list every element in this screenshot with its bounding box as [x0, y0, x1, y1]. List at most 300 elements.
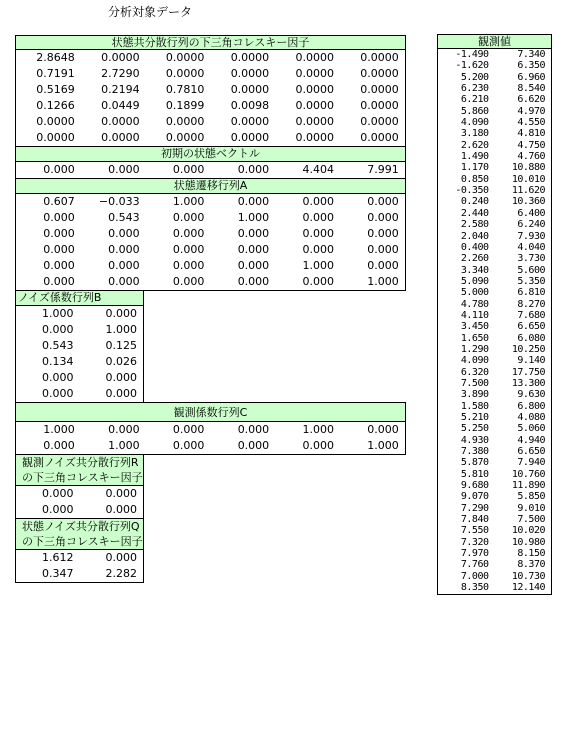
chol-state-noise-header — [15, 518, 144, 550]
observation-value: 10.880 — [511, 162, 545, 174]
observation-value: 2.440 — [460, 207, 489, 219]
observation-value: 11.890 — [511, 480, 545, 492]
table-row — [16, 50, 405, 66]
observation-row — [438, 94, 551, 105]
observation-row — [438, 435, 551, 446]
observation-value: 3.730 — [517, 253, 545, 265]
table-cell: 0.0000 — [101, 131, 140, 144]
observation-value: 8.540 — [517, 83, 545, 95]
table-cell: 0.000 — [367, 227, 399, 240]
observation-value: 4.750 — [517, 139, 545, 151]
observation-value: 1.490 — [460, 151, 489, 163]
table-row — [16, 486, 143, 502]
observation-row — [438, 242, 551, 253]
table-cell: 0.000 — [237, 423, 270, 436]
table-cell: 0.000 — [367, 211, 399, 224]
observation-value: 5.860 — [460, 105, 489, 117]
table-row — [16, 162, 405, 178]
table-cell: 0.0000 — [230, 131, 270, 144]
table-cell: 0.0000 — [295, 99, 334, 112]
table-cell: 0.000 — [108, 275, 140, 288]
observation-value: 5.850 — [517, 491, 545, 503]
observation-value: 7.760 — [460, 559, 489, 571]
table-cell: 4.404 — [302, 163, 334, 176]
observation-row — [438, 525, 551, 536]
table-cell: 1.000 — [105, 323, 137, 336]
observation-value: 6.960 — [517, 71, 545, 83]
observation-row — [438, 299, 551, 310]
table-cell: 0.026 — [105, 355, 137, 368]
table-cell: 0.134 — [42, 355, 74, 368]
table-cell: 0.000 — [105, 307, 137, 320]
chol-state-noise-header-line2: の下三角コレスキー因子 — [22, 535, 143, 548]
observation-value: 6.800 — [517, 400, 545, 412]
observation-value: 4.970 — [517, 105, 545, 117]
table-cell: 0.000 — [108, 243, 140, 256]
observation-value: 7.290 — [460, 502, 489, 514]
table-cell: 0.000 — [43, 259, 75, 272]
observation-row — [438, 174, 551, 185]
observation-value: 6.810 — [517, 287, 545, 299]
table-row — [16, 66, 405, 82]
table-row — [16, 422, 405, 438]
observation-value: 4.760 — [517, 151, 545, 163]
observation-row — [438, 128, 551, 139]
table-row — [16, 274, 405, 290]
observation-row — [438, 469, 551, 480]
table-cell: 0.000 — [105, 503, 137, 516]
table-cell: 0.0000 — [36, 115, 75, 128]
observation-value: 0.400 — [460, 241, 489, 253]
table-cell: 1.000 — [302, 259, 334, 272]
obs-coef-table — [15, 422, 406, 455]
table-cell: 1.000 — [43, 423, 75, 436]
observation-value: 1.290 — [460, 343, 489, 355]
table-cell: 1.000 — [237, 211, 270, 224]
observation-value: 8.370 — [517, 559, 545, 571]
table-cell: 0.000 — [237, 195, 270, 208]
observation-value: 3.450 — [460, 321, 489, 333]
observation-value: 4.550 — [517, 117, 545, 129]
observation-value: 7.500 — [460, 377, 489, 389]
chol-state-header: 状態共分散行列の下三角コレスキー因子 — [15, 35, 406, 50]
observations-panel — [437, 34, 552, 595]
table-cell: 0.000 — [42, 503, 74, 516]
table-cell: 0.000 — [237, 227, 270, 240]
observation-value: 2.040 — [460, 230, 489, 242]
table-cell: 0.0000 — [230, 51, 270, 64]
table-cell: 0.0000 — [360, 67, 399, 80]
observation-value: 4.090 — [460, 117, 489, 129]
observation-row — [438, 60, 551, 71]
observation-row — [438, 253, 551, 264]
observation-value: 6.320 — [460, 366, 489, 378]
transition-header: 状態遷移行列A — [15, 178, 406, 194]
observation-value: 1.170 — [460, 162, 489, 174]
table-cell: 1.000 — [172, 195, 205, 208]
observation-value: 10.360 — [511, 196, 545, 208]
table-cell: 0.7191 — [36, 67, 75, 80]
observation-value: 3.340 — [460, 264, 489, 276]
table-cell: 1.000 — [302, 423, 334, 436]
observation-value: 5.200 — [460, 71, 489, 83]
observation-value: 6.650 — [517, 446, 545, 458]
observation-value: 5.350 — [517, 275, 545, 287]
table-cell: 0.0000 — [101, 115, 140, 128]
table-cell: 0.0449 — [101, 99, 140, 112]
observation-value: 9.680 — [460, 480, 489, 492]
observation-value: 10.010 — [511, 173, 545, 185]
table-cell: −0.033 — [98, 195, 140, 208]
table-cell: 0.000 — [172, 211, 205, 224]
table-cell: 0.000 — [172, 439, 205, 452]
table-cell: 0.000 — [302, 243, 334, 256]
table-row — [16, 322, 143, 338]
observation-row — [438, 196, 551, 207]
observation-row — [438, 344, 551, 355]
table-row — [16, 338, 143, 354]
table-cell: 0.125 — [105, 339, 137, 352]
table-cell: 0.0000 — [165, 51, 205, 64]
observation-value: 4.940 — [517, 434, 545, 446]
observation-row — [438, 548, 551, 559]
noise-coef-table — [15, 306, 144, 403]
observations-header: 観測値 — [437, 34, 552, 49]
observation-row — [438, 571, 551, 582]
observation-value: 4.040 — [517, 241, 545, 253]
table-cell: 0.000 — [43, 243, 75, 256]
observation-row — [438, 151, 551, 162]
table-cell: 0.543 — [108, 211, 140, 224]
observation-row — [438, 378, 551, 389]
table-cell: 0.543 — [42, 339, 74, 352]
table-row — [16, 354, 143, 370]
table-cell: 0.0000 — [295, 67, 334, 80]
table-cell: 7.991 — [367, 163, 399, 176]
table-row — [16, 566, 143, 582]
table-cell: 0.000 — [302, 227, 334, 240]
table-cell: 0.347 — [42, 567, 74, 580]
transition-table — [15, 194, 406, 291]
observation-row — [438, 412, 551, 423]
observation-value: 17.750 — [511, 366, 545, 378]
observation-value: 2.620 — [460, 139, 489, 151]
table-cell: 0.2194 — [101, 83, 140, 96]
observation-row — [438, 276, 551, 287]
observation-value: 4.780 — [460, 298, 489, 310]
observation-row — [438, 185, 551, 196]
table-cell: 0.000 — [237, 275, 270, 288]
observation-value: 6.620 — [517, 94, 545, 106]
observation-row — [438, 83, 551, 94]
table-cell: 1.000 — [367, 275, 399, 288]
table-cell: 0.000 — [302, 439, 334, 452]
table-cell: 0.000 — [43, 275, 75, 288]
table-row — [16, 114, 405, 130]
observation-value: 0.850 — [460, 173, 489, 185]
observation-row — [438, 265, 551, 276]
table-cell: 0.000 — [105, 551, 137, 564]
observation-value: 7.320 — [460, 536, 489, 548]
observation-value: 7.550 — [460, 525, 489, 537]
table-row — [16, 82, 405, 98]
table-cell: 0.000 — [108, 227, 140, 240]
observation-row — [438, 446, 551, 457]
observation-row — [438, 208, 551, 219]
table-cell: 0.000 — [237, 439, 270, 452]
table-cell: 0.000 — [172, 243, 205, 256]
table-cell: 0.000 — [43, 163, 75, 176]
table-cell: 0.0000 — [165, 131, 205, 144]
observation-row — [438, 559, 551, 570]
observation-row — [438, 310, 551, 321]
table-cell: 0.0000 — [165, 115, 205, 128]
observation-value: 9.630 — [517, 389, 545, 401]
observation-value: 6.240 — [517, 219, 545, 231]
observation-value: 8.350 — [460, 582, 489, 594]
page-title: 分析対象データ — [107, 5, 192, 19]
table-cell: 0.0000 — [360, 131, 399, 144]
observation-row — [438, 423, 551, 434]
table-cell: 0.0000 — [165, 67, 205, 80]
table-cell: 0.607 — [43, 195, 75, 208]
table-row — [16, 226, 405, 242]
table-cell: 0.0000 — [230, 67, 270, 80]
observation-value: 6.350 — [517, 60, 545, 72]
table-row — [16, 370, 143, 386]
table-cell: 0.000 — [42, 387, 74, 400]
table-cell: 0.0000 — [360, 83, 399, 96]
initial-state-table — [15, 162, 406, 179]
table-row — [16, 194, 405, 210]
table-row — [16, 386, 143, 402]
table-cell: 0.000 — [237, 163, 270, 176]
observation-value: 10.760 — [511, 468, 545, 480]
observation-value: 7.840 — [460, 514, 489, 526]
table-cell: 1.000 — [367, 439, 399, 452]
table-row — [16, 130, 405, 146]
observation-row — [438, 491, 551, 502]
chol-obs-noise-header-line1: 観測ノイズ共分散行列R — [22, 456, 139, 469]
table-row — [16, 242, 405, 258]
table-cell: 0.0000 — [230, 83, 270, 96]
table-cell: 0.0000 — [295, 51, 334, 64]
table-cell: 0.000 — [105, 371, 137, 384]
observation-row — [438, 582, 551, 593]
observation-value: -1.620 — [455, 60, 489, 72]
observation-value: 2.580 — [460, 219, 489, 231]
table-cell: 0.000 — [108, 259, 140, 272]
observations-table — [437, 49, 552, 595]
observation-value: 7.380 — [460, 446, 489, 458]
observation-row — [438, 140, 551, 151]
observation-value: 1.580 — [460, 400, 489, 412]
observation-value: 4.930 — [460, 434, 489, 446]
observation-value: 7.930 — [517, 230, 545, 242]
observation-row — [438, 231, 551, 242]
table-cell: 0.000 — [42, 487, 74, 500]
observation-value: 4.810 — [517, 128, 545, 140]
observation-row — [438, 49, 551, 60]
table-cell: 0.000 — [237, 259, 270, 272]
observation-value: 1.650 — [460, 332, 489, 344]
chol-state-noise-header-line1: 状態ノイズ共分散行列Q — [22, 520, 140, 533]
chol-state-noise-table — [15, 550, 144, 583]
table-cell: 0.0000 — [230, 115, 270, 128]
table-cell: 1.000 — [42, 307, 74, 320]
observation-value: 6.080 — [517, 332, 545, 344]
observation-row — [438, 367, 551, 378]
table-row — [16, 98, 405, 114]
table-cell: 0.000 — [237, 243, 270, 256]
observation-value: -0.350 — [455, 185, 489, 197]
observation-value: 10.250 — [511, 343, 545, 355]
table-cell: 0.0000 — [295, 131, 334, 144]
chol-obs-noise-table — [15, 486, 144, 519]
observation-row — [438, 162, 551, 173]
table-cell: 0.000 — [43, 211, 75, 224]
table-cell: 0.000 — [42, 371, 74, 384]
observation-value: 5.250 — [460, 423, 489, 435]
observation-value: 12.140 — [511, 582, 545, 594]
observation-value: 5.210 — [460, 412, 489, 423]
observation-value: 5.060 — [517, 423, 545, 435]
table-cell: 0.000 — [172, 163, 205, 176]
observation-value: 6.400 — [517, 207, 545, 219]
table-cell: 0.0000 — [101, 51, 140, 64]
observation-value: 4.090 — [460, 355, 489, 367]
observation-value: 13.300 — [511, 377, 545, 389]
observation-row — [438, 480, 551, 491]
chol-obs-noise-header-line2: の下三角コレスキー因子 — [22, 471, 143, 484]
observation-row — [438, 72, 551, 83]
table-cell: 0.000 — [367, 259, 399, 272]
observation-value: 6.210 — [460, 94, 489, 106]
noise-coef-header: ノイズ係数行列B — [15, 290, 144, 306]
observation-value: 4.080 — [517, 412, 545, 423]
table-cell: 0.000 — [108, 163, 140, 176]
table-cell: 0.0000 — [36, 131, 75, 144]
observation-value: 6.650 — [517, 321, 545, 333]
table-cell: 0.000 — [302, 211, 334, 224]
table-cell: 0.0000 — [360, 115, 399, 128]
table-cell: 2.7290 — [101, 67, 140, 80]
observation-row — [438, 389, 551, 400]
table-cell: 0.000 — [43, 439, 75, 452]
table-cell: 0.0000 — [360, 51, 399, 64]
observation-row — [438, 333, 551, 344]
table-row — [16, 438, 405, 454]
table-cell: 0.000 — [367, 195, 399, 208]
observation-row — [438, 106, 551, 117]
table-row — [16, 258, 405, 274]
observation-value: 6.230 — [460, 83, 489, 95]
observation-value: 5.000 — [460, 287, 489, 299]
table-cell: 0.0000 — [295, 83, 334, 96]
observation-value: 10.020 — [511, 525, 545, 537]
observation-row — [438, 537, 551, 548]
observation-row — [438, 117, 551, 128]
observation-row — [438, 457, 551, 468]
table-row — [16, 502, 143, 518]
table-cell: 0.5169 — [36, 83, 75, 96]
observation-value: 7.680 — [517, 309, 545, 321]
observation-value: 9.010 — [517, 502, 545, 514]
observation-row — [438, 219, 551, 230]
table-cell: 2.8648 — [36, 51, 75, 64]
observation-value: -1.490 — [455, 49, 489, 60]
observation-row — [438, 401, 551, 412]
table-cell: 0.0000 — [360, 99, 399, 112]
observation-value: 5.600 — [517, 264, 545, 276]
observation-value: 11.620 — [511, 185, 545, 197]
table-cell: 0.0098 — [230, 99, 270, 112]
table-row — [16, 550, 143, 566]
table-cell: 0.000 — [302, 275, 334, 288]
observation-value: 10.730 — [511, 570, 545, 582]
observation-value: 5.870 — [460, 457, 489, 469]
observation-value: 9.070 — [460, 491, 489, 503]
observation-value: 7.970 — [460, 548, 489, 560]
chol-obs-noise-header — [15, 454, 144, 486]
chol-state-table — [15, 50, 406, 147]
observation-value: 4.110 — [460, 309, 489, 321]
table-cell: 0.0000 — [295, 115, 334, 128]
observation-row — [438, 287, 551, 298]
obs-coef-header: 観測係数行列C — [15, 402, 406, 422]
table-cell: 0.000 — [172, 423, 205, 436]
observation-value: 7.340 — [517, 49, 545, 60]
observation-value: 7.000 — [460, 570, 489, 582]
observation-value: 8.150 — [517, 548, 545, 560]
table-cell: 0.1266 — [36, 99, 75, 112]
table-cell: 0.000 — [302, 195, 334, 208]
observation-value: 10.980 — [511, 536, 545, 548]
table-row — [16, 306, 143, 322]
observation-value: 5.090 — [460, 275, 489, 287]
table-cell: 0.000 — [172, 227, 205, 240]
observation-value: 7.500 — [517, 514, 545, 526]
initial-state-header: 初期の状態ベクトル — [15, 146, 406, 162]
observation-row — [438, 514, 551, 525]
table-cell: 0.000 — [367, 423, 399, 436]
table-cell: 0.000 — [43, 227, 75, 240]
observation-value: 2.260 — [460, 253, 489, 265]
table-cell: 0.000 — [172, 275, 205, 288]
observation-value: 0.240 — [460, 196, 489, 208]
table-cell: 1.612 — [42, 551, 74, 564]
table-cell: 2.282 — [105, 567, 137, 580]
table-cell: 0.000 — [105, 387, 137, 400]
table-cell: 0.000 — [108, 423, 140, 436]
observation-value: 3.890 — [460, 389, 489, 401]
observation-value: 5.810 — [460, 468, 489, 480]
table-cell: 0.000 — [42, 323, 74, 336]
observation-row — [438, 321, 551, 332]
observation-value: 3.180 — [460, 128, 489, 140]
table-cell: 0.000 — [367, 243, 399, 256]
observation-value: 8.270 — [517, 298, 545, 310]
observation-row — [438, 355, 551, 366]
table-cell: 0.7810 — [165, 83, 205, 96]
observation-value: 9.140 — [517, 355, 545, 367]
observation-row — [438, 503, 551, 514]
table-cell: 1.000 — [108, 439, 140, 452]
table-row — [16, 210, 405, 226]
table-cell: 0.000 — [105, 487, 137, 500]
table-cell: 0.1899 — [165, 99, 205, 112]
observation-value: 7.940 — [517, 457, 545, 469]
